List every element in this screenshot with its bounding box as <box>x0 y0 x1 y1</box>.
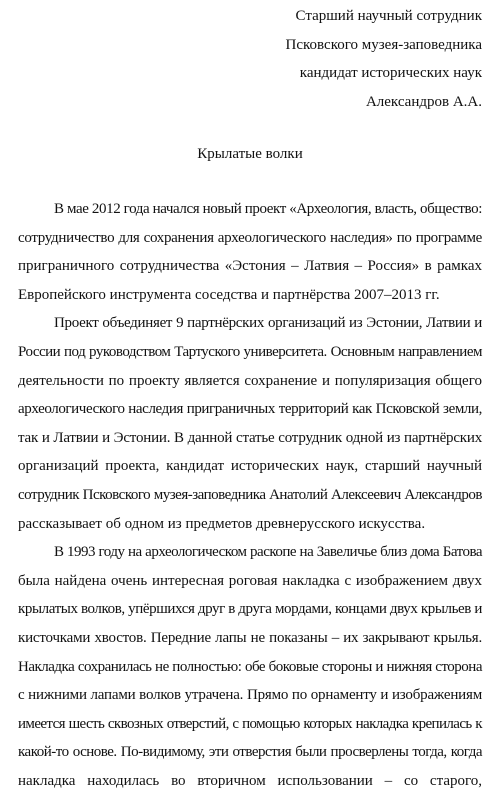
text-line: рассказывает об одном из предметов древнерусского искусства. <box>18 515 426 532</box>
text-line: Европейского инструмента соседства и партнёрства 2007–2013 гг. <box>18 286 440 303</box>
text-line: с нижними лапами волков утрачена. Прямо по орнаменту и изображениям <box>18 687 482 704</box>
article-body <box>18 195 482 795</box>
text-line: приграничного сотрудничества «Эстония – Латвия – Россия» в рамках <box>18 258 482 275</box>
text-line: была найдена очень интересная роговая накладка с изображением двух <box>18 572 482 589</box>
text-line: организаций проекта, кандидат исторических наук, старший научный <box>18 458 482 475</box>
author-block <box>286 2 482 117</box>
text-line: В 1993 году на археологическом раскопе на Завеличье близ дома Батова <box>54 544 482 561</box>
text-line: сотрудничество для сохранения археологического наследия» по программе <box>18 229 482 246</box>
text-line: археологического наследия приграничных территорий как Псковской земли, <box>18 401 482 418</box>
text-line: накладка находилась во вторичном использовании – со старого, <box>18 772 482 789</box>
paragraph <box>18 195 482 309</box>
text-line: крылатых волков, упёршихся друг в друга мордами, концами двух крыльев и <box>18 601 482 618</box>
text-line: В мае 2012 года начался новый проект «Археология, власть, общество: <box>54 201 482 217</box>
text-line: какой-то основе. По-видимому, эти отверстия были просверлены тогда, когда <box>18 744 482 761</box>
article-title: Крылатые волки <box>197 146 303 162</box>
author-degree: кандидат исторических наук <box>299 65 482 82</box>
text-line: деятельности по проекту является сохранение и популяризация общего <box>18 372 482 389</box>
text-line: имеется шесть сквозных отверстий, с помощью которых накладка крепилась к <box>18 715 482 732</box>
text-line: так и Латвии и Эстонии. В данной статье сотрудник одной из партнёрских <box>18 429 482 446</box>
paragraph <box>18 309 482 538</box>
author-name: Александров А.А. <box>365 94 482 111</box>
author-position: Старший научный сотрудник <box>295 8 482 24</box>
author-affiliation: Псковского музея-заповедника <box>285 36 482 53</box>
text-line: Накладка сохранилась не полностью: обе боковые стороны и нижняя сторона <box>18 658 482 675</box>
text-line: России под руководством Тартуского университета. Основным направлением <box>18 343 482 360</box>
text-line: сотрудник Псковского музея-заповедника Анатолий Алексеевич Александров <box>18 486 482 503</box>
text-line: кисточками хвостов. Передние лапы не показаны – их закрывают крылья. <box>18 629 482 646</box>
text-line: Проект объединяет 9 партнёрских организаций из Эстонии, Латвии и <box>54 315 482 332</box>
paragraph <box>18 538 482 795</box>
